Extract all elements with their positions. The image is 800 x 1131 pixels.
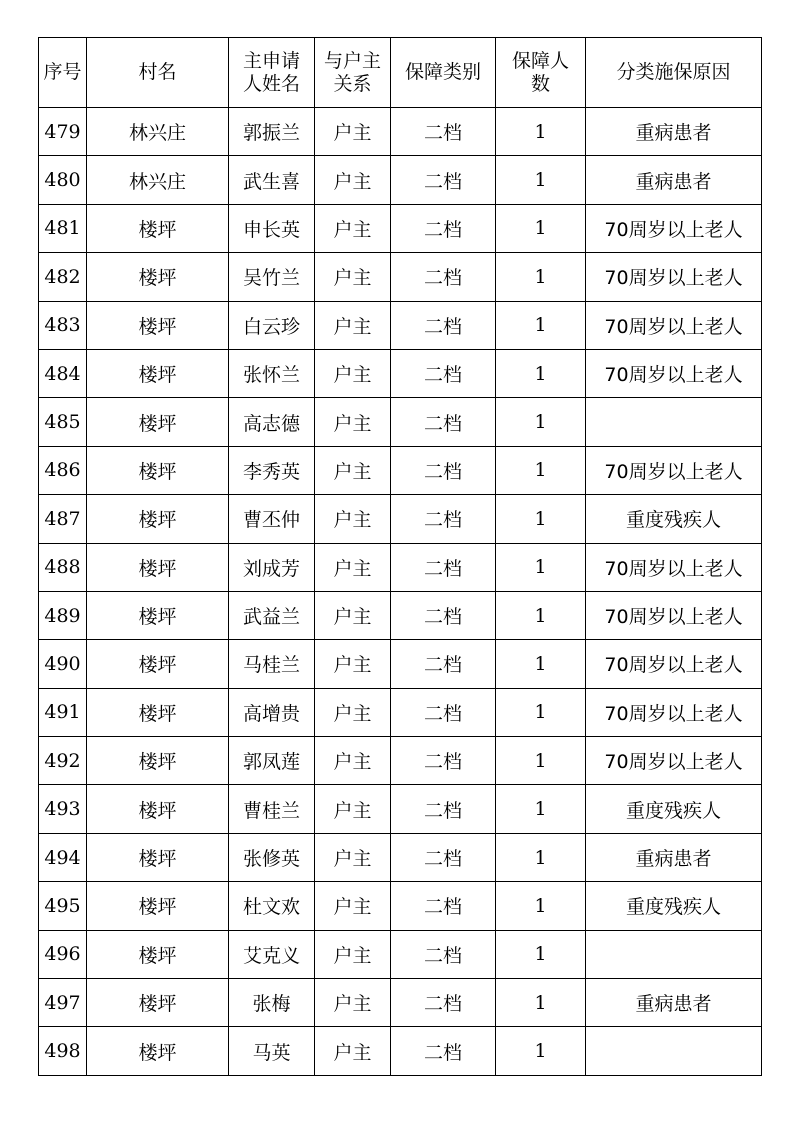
cell-count: 1 <box>496 640 586 688</box>
cell-applicant-name: 高志德 <box>229 398 315 446</box>
cell-seq: 479 <box>39 108 87 156</box>
cell-seq: 498 <box>39 1027 87 1075</box>
cell-category: 二档 <box>391 591 496 639</box>
cell-relation: 户主 <box>315 930 391 978</box>
cell-count: 1 <box>496 785 586 833</box>
cell-seq: 489 <box>39 591 87 639</box>
cell-category: 二档 <box>391 785 496 833</box>
cell-count: 1 <box>496 446 586 494</box>
table-row <box>39 785 762 833</box>
cell-category: 二档 <box>391 446 496 494</box>
cell-relation: 户主 <box>315 543 391 591</box>
cell-seq: 494 <box>39 833 87 881</box>
cell-applicant-name: 艾克义 <box>229 930 315 978</box>
cell-applicant-name: 白云珍 <box>229 301 315 349</box>
cell-reason: 70周岁以上老人 <box>586 737 762 785</box>
cell-relation: 户主 <box>315 495 391 543</box>
cell-count: 1 <box>496 108 586 156</box>
cell-relation: 户主 <box>315 204 391 252</box>
cell-category: 二档 <box>391 979 496 1027</box>
table-row <box>39 882 762 930</box>
cell-relation: 户主 <box>315 785 391 833</box>
cell-village: 楼坪 <box>87 979 229 1027</box>
cell-relation: 户主 <box>315 882 391 930</box>
cell-count: 1 <box>496 543 586 591</box>
cell-relation: 户主 <box>315 833 391 881</box>
table-row <box>39 688 762 736</box>
cell-applicant-name: 张梅 <box>229 979 315 1027</box>
header-seq: 序号 <box>39 38 87 108</box>
cell-applicant-name: 郭凤莲 <box>229 737 315 785</box>
cell-seq: 486 <box>39 446 87 494</box>
cell-village: 楼坪 <box>87 640 229 688</box>
header-category: 保障类别 <box>391 38 496 108</box>
cell-seq: 496 <box>39 930 87 978</box>
cell-applicant-name: 杜文欢 <box>229 882 315 930</box>
cell-seq: 491 <box>39 688 87 736</box>
header-reason: 分类施保原因 <box>586 38 762 108</box>
cell-category: 二档 <box>391 204 496 252</box>
cell-reason: 重度残疾人 <box>586 882 762 930</box>
header-count-line2: 数 <box>530 72 550 95</box>
header-count <box>496 38 586 108</box>
header-village: 村名 <box>87 38 229 108</box>
cell-village: 林兴庄 <box>87 156 229 204</box>
cell-reason <box>586 1027 762 1075</box>
cell-count: 1 <box>496 156 586 204</box>
cell-category: 二档 <box>391 398 496 446</box>
cell-village: 楼坪 <box>87 495 229 543</box>
cell-reason: 70周岁以上老人 <box>586 640 762 688</box>
cell-applicant-name: 吴竹兰 <box>229 253 315 301</box>
cell-category: 二档 <box>391 640 496 688</box>
cell-count: 1 <box>496 688 586 736</box>
cell-category: 二档 <box>391 930 496 978</box>
cell-category: 二档 <box>391 737 496 785</box>
table-row <box>39 398 762 446</box>
cell-count: 1 <box>496 253 586 301</box>
cell-seq: 490 <box>39 640 87 688</box>
cell-seq: 492 <box>39 737 87 785</box>
header-applicant-name <box>229 38 315 108</box>
cell-village: 楼坪 <box>87 543 229 591</box>
cell-category: 二档 <box>391 833 496 881</box>
cell-village: 楼坪 <box>87 737 229 785</box>
cell-category: 二档 <box>391 156 496 204</box>
cell-count: 1 <box>496 398 586 446</box>
cell-applicant-name: 高增贵 <box>229 688 315 736</box>
cell-reason: 重病患者 <box>586 108 762 156</box>
cell-applicant-name: 申长英 <box>229 204 315 252</box>
cell-relation: 户主 <box>315 253 391 301</box>
cell-village: 楼坪 <box>87 398 229 446</box>
cell-count: 1 <box>496 1027 586 1075</box>
cell-village: 楼坪 <box>87 204 229 252</box>
cell-reason <box>586 398 762 446</box>
cell-applicant-name: 曹丕仲 <box>229 495 315 543</box>
cell-village: 楼坪 <box>87 833 229 881</box>
cell-seq: 484 <box>39 349 87 397</box>
cell-category: 二档 <box>391 1027 496 1075</box>
table-row <box>39 737 762 785</box>
cell-reason: 70周岁以上老人 <box>586 253 762 301</box>
cell-applicant-name: 武益兰 <box>229 591 315 639</box>
cell-category: 二档 <box>391 495 496 543</box>
cell-reason: 重度残疾人 <box>586 785 762 833</box>
cell-village: 楼坪 <box>87 930 229 978</box>
table-row <box>39 979 762 1027</box>
cell-reason: 重病患者 <box>586 979 762 1027</box>
cell-applicant-name: 马英 <box>229 1027 315 1075</box>
cell-category: 二档 <box>391 543 496 591</box>
cell-village: 楼坪 <box>87 882 229 930</box>
cell-applicant-name: 曹桂兰 <box>229 785 315 833</box>
cell-reason: 重病患者 <box>586 156 762 204</box>
cell-seq: 487 <box>39 495 87 543</box>
table-row <box>39 930 762 978</box>
cell-reason: 重病患者 <box>586 833 762 881</box>
table-row <box>39 156 762 204</box>
cell-relation: 户主 <box>315 591 391 639</box>
header-applicant-line2: 人姓名 <box>242 72 300 95</box>
cell-seq: 485 <box>39 398 87 446</box>
cell-count: 1 <box>496 301 586 349</box>
cell-reason: 重度残疾人 <box>586 495 762 543</box>
cell-village: 楼坪 <box>87 1027 229 1075</box>
table-row <box>39 1027 762 1075</box>
header-count-line1: 保障人 <box>511 49 569 72</box>
cell-applicant-name: 郭振兰 <box>229 108 315 156</box>
cell-seq: 497 <box>39 979 87 1027</box>
cell-relation: 户主 <box>315 979 391 1027</box>
cell-category: 二档 <box>391 688 496 736</box>
cell-count: 1 <box>496 737 586 785</box>
cell-seq: 480 <box>39 156 87 204</box>
cell-village: 楼坪 <box>87 446 229 494</box>
cell-applicant-name: 张怀兰 <box>229 349 315 397</box>
table-row <box>39 253 762 301</box>
table-body <box>39 108 762 1076</box>
table-row <box>39 204 762 252</box>
cell-relation: 户主 <box>315 1027 391 1075</box>
cell-relation: 户主 <box>315 301 391 349</box>
cell-village: 楼坪 <box>87 349 229 397</box>
cell-reason <box>586 930 762 978</box>
cell-seq: 483 <box>39 301 87 349</box>
cell-applicant-name: 李秀英 <box>229 446 315 494</box>
cell-reason: 70周岁以上老人 <box>586 446 762 494</box>
table-row <box>39 349 762 397</box>
cell-relation: 户主 <box>315 640 391 688</box>
cell-relation: 户主 <box>315 398 391 446</box>
header-applicant-line1: 主申请 <box>242 49 300 72</box>
cell-reason: 70周岁以上老人 <box>586 591 762 639</box>
cell-applicant-name: 武生喜 <box>229 156 315 204</box>
cell-village: 楼坪 <box>87 688 229 736</box>
cell-count: 1 <box>496 495 586 543</box>
cell-category: 二档 <box>391 108 496 156</box>
table-row <box>39 591 762 639</box>
cell-reason: 70周岁以上老人 <box>586 349 762 397</box>
cell-category: 二档 <box>391 349 496 397</box>
cell-village: 楼坪 <box>87 253 229 301</box>
header-relation-line2: 关系 <box>333 72 372 95</box>
cell-relation: 户主 <box>315 737 391 785</box>
assistance-roster-table <box>38 37 762 1076</box>
table-row <box>39 446 762 494</box>
cell-count: 1 <box>496 833 586 881</box>
cell-count: 1 <box>496 882 586 930</box>
header-relation-line1: 与户主 <box>323 49 381 72</box>
cell-seq: 493 <box>39 785 87 833</box>
header-relation <box>315 38 391 108</box>
table-row <box>39 301 762 349</box>
cell-reason: 70周岁以上老人 <box>586 543 762 591</box>
cell-reason: 70周岁以上老人 <box>586 688 762 736</box>
cell-village: 楼坪 <box>87 301 229 349</box>
cell-category: 二档 <box>391 301 496 349</box>
cell-relation: 户主 <box>315 688 391 736</box>
cell-seq: 488 <box>39 543 87 591</box>
table-header-row <box>39 38 762 108</box>
cell-applicant-name: 张修英 <box>229 833 315 881</box>
cell-count: 1 <box>496 979 586 1027</box>
cell-reason: 70周岁以上老人 <box>586 204 762 252</box>
cell-category: 二档 <box>391 882 496 930</box>
table-row <box>39 108 762 156</box>
cell-count: 1 <box>496 591 586 639</box>
cell-relation: 户主 <box>315 156 391 204</box>
cell-count: 1 <box>496 930 586 978</box>
cell-seq: 495 <box>39 882 87 930</box>
cell-village: 林兴庄 <box>87 108 229 156</box>
cell-applicant-name: 刘成芳 <box>229 543 315 591</box>
table-row <box>39 640 762 688</box>
table-row <box>39 543 762 591</box>
cell-village: 楼坪 <box>87 591 229 639</box>
cell-village: 楼坪 <box>87 785 229 833</box>
cell-count: 1 <box>496 204 586 252</box>
cell-reason: 70周岁以上老人 <box>586 301 762 349</box>
table-row <box>39 833 762 881</box>
cell-applicant-name: 马桂兰 <box>229 640 315 688</box>
table-row <box>39 495 762 543</box>
cell-category: 二档 <box>391 253 496 301</box>
cell-relation: 户主 <box>315 108 391 156</box>
cell-seq: 482 <box>39 253 87 301</box>
cell-count: 1 <box>496 349 586 397</box>
cell-seq: 481 <box>39 204 87 252</box>
cell-relation: 户主 <box>315 446 391 494</box>
cell-relation: 户主 <box>315 349 391 397</box>
